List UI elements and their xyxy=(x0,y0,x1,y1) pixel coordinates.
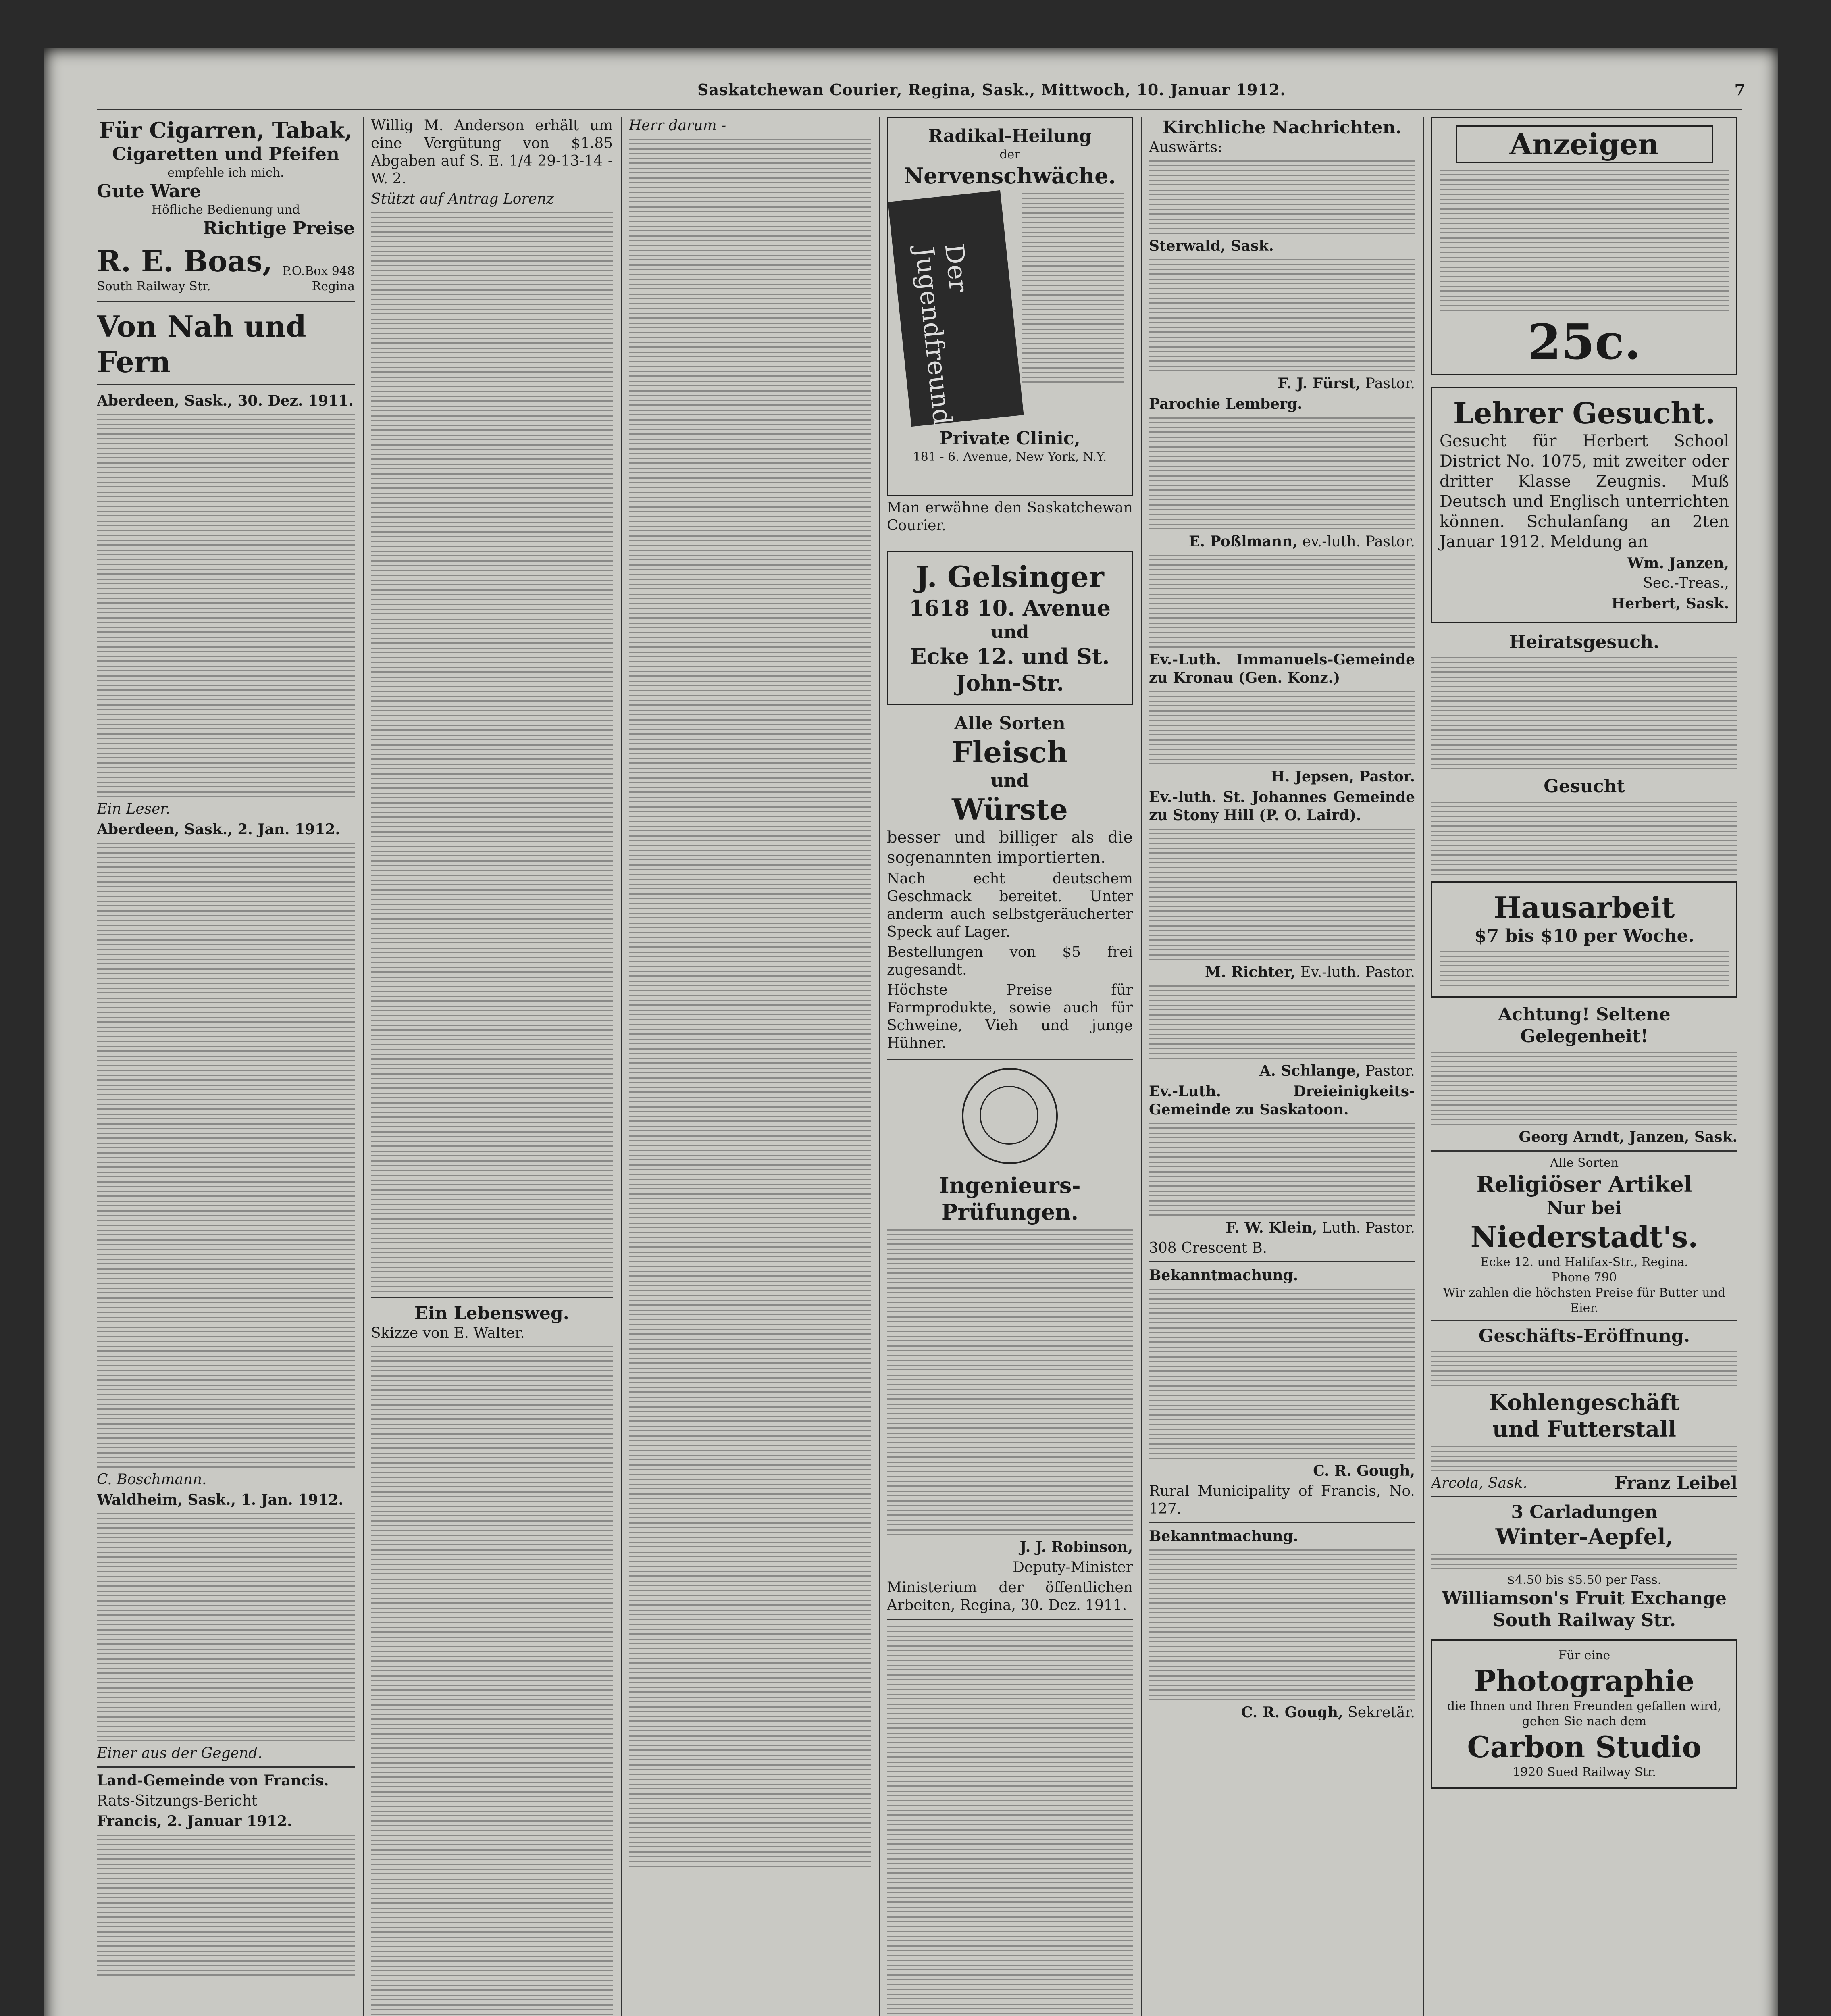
ad-marriage-title: Heiratsgesuch. xyxy=(1509,632,1660,652)
parish-name: Ev.-luth. St. Johannes Gemeinde zu Stony Hill (P. O. Laird). xyxy=(1149,789,1415,824)
divider xyxy=(1149,1522,1415,1523)
ad-teacher-name: Wm. Janzen, xyxy=(1627,555,1729,572)
divider xyxy=(887,1059,1133,1060)
ad-business-headline-2: und Futterstall xyxy=(1492,1416,1676,1442)
ad-teacher-role: Sec.-Treas., xyxy=(1643,575,1729,591)
story-text xyxy=(371,1345,613,2016)
ad-cigars-line: Gute Ware xyxy=(97,181,201,202)
section-title: Von Nah und Fern xyxy=(97,309,306,379)
column-rule xyxy=(1141,117,1142,2016)
ad-rates-title: Anzeigen xyxy=(1456,125,1713,163)
ad-apples-headline: Winter-Aepfel, xyxy=(1495,1524,1673,1549)
ad-religious-sorts: Alle Sorten xyxy=(1550,1156,1619,1170)
ad-meat xyxy=(887,713,1133,1052)
ad-religious-at: Nur bei xyxy=(1546,1198,1622,1218)
header-rule xyxy=(97,109,1742,110)
signature: F. W. Klein, xyxy=(1226,1219,1317,1236)
dateline: Waldheim, Sask., 1. Jan. 1912. xyxy=(97,1491,343,1508)
signature: C. R. Gough, xyxy=(1313,1462,1415,1479)
ad-note: Man erwähne den Saskatchewan Courier. xyxy=(887,500,1133,534)
ad-cigars-line: Cigaretten und Pfeifen xyxy=(112,144,339,165)
column-2 xyxy=(371,117,613,2016)
ad-apples-title: 3 Carladungen xyxy=(1511,1502,1658,1522)
column-1 xyxy=(97,117,355,2016)
parish-name: Sterwald, Sask. xyxy=(1149,237,1274,254)
column-rule xyxy=(621,117,622,2016)
church-news-title: Kirchliche Nachrichten. xyxy=(1162,117,1402,138)
dateline: Aberdeen, Sask., 2. Jan. 1912. xyxy=(97,821,340,838)
column-rule xyxy=(363,117,364,2016)
ad-meat-sorts: Alle Sorten xyxy=(954,713,1065,734)
article-text xyxy=(97,1834,355,1976)
ad-headline: Nervenschwäche. xyxy=(903,163,1116,189)
newspaper-page xyxy=(44,48,1778,2016)
ad-gelsinger-and: und xyxy=(990,622,1029,642)
notice-title: Bekanntmachung. xyxy=(1149,1528,1298,1545)
signature-role: Sekretär. xyxy=(1348,1704,1415,1721)
story-text xyxy=(629,138,871,1867)
notice-signature: J. J. Robinson, xyxy=(1020,1539,1133,1556)
signature: C. R. Gough, xyxy=(1241,1704,1343,1721)
ad-meat-text: Höchste Preise für Farmprodukte, sowie auch für Schweine, Vieh und junge Hühner. xyxy=(887,982,1133,1052)
column-rule xyxy=(1423,117,1424,2016)
ad-rates-box xyxy=(1431,117,1737,375)
article-text xyxy=(371,211,613,1292)
ad-title: Radikal-Heilung xyxy=(928,126,1092,146)
ad-religious-name: Niederstadt's. xyxy=(1470,1220,1698,1254)
signature: F. J. Fürst, xyxy=(1278,375,1361,392)
notice-title: Ingenieurs-Prüfungen. xyxy=(939,1173,1081,1225)
ad-religious-title: Religiöser Artikel xyxy=(1476,1171,1692,1197)
story-title: Ein Lebensweg. xyxy=(414,1303,569,1324)
article-intro: Herr darum - xyxy=(629,117,726,134)
ad-business-opening xyxy=(1431,1325,1737,1492)
ad-photo-name: Carbon Studio xyxy=(1467,1730,1702,1764)
ad-cigars xyxy=(97,117,355,294)
ad-business-headline: Kohlengeschäft xyxy=(1489,1389,1680,1415)
subheading: Rats-Sitzungs-Bericht xyxy=(97,1793,258,1809)
ad-wanted-title: Gesucht xyxy=(1544,776,1625,797)
notice-title: Bekanntmachung. xyxy=(1149,1267,1298,1284)
column-4 xyxy=(887,117,1133,2016)
column-rule xyxy=(879,117,880,2016)
ad-religious xyxy=(1431,1156,1737,1316)
signature: Ein Leser. xyxy=(97,801,171,817)
ad-gelsinger-corner: Ecke 12. und St. John-Str. xyxy=(910,644,1110,696)
running-head xyxy=(697,81,1746,109)
ad-meat-title-2: Würste xyxy=(952,792,1068,827)
ad-teacher-place: Herbert, Sask. xyxy=(1611,595,1729,612)
running-head-text: Saskatchewan Courier, Regina, Sask., Mittwoch, 10. Januar 1912. xyxy=(697,81,1286,99)
church-news-sub: Auswärts: xyxy=(1149,139,1223,156)
ad-photo-title: Photographie xyxy=(1474,1664,1695,1698)
divider xyxy=(97,301,355,302)
ad-business-title: Geschäfts-Eröffnung. xyxy=(1478,1326,1690,1346)
ad-teacher-wanted xyxy=(1431,387,1737,623)
ad-business-sign: Franz Leibel xyxy=(1614,1473,1737,1493)
ad-religious-address: Ecke 12. und Halifax-Str., Regina. xyxy=(1480,1255,1688,1269)
divider xyxy=(1431,1320,1737,1321)
dateline: Aberdeen, Sask., 30. Dez. 1911. xyxy=(97,392,354,409)
ad-business-place: Arcola, Sask. xyxy=(1431,1475,1527,1491)
article-sub: Stützt auf Antrag Lorenz xyxy=(371,191,554,207)
ad-meat-text: besser und billiger als die sogenannten importierten. xyxy=(887,828,1133,867)
story-byline: Skizze von E. Walter. xyxy=(371,1325,525,1341)
signature-role: Pastor. xyxy=(1365,375,1415,392)
signature-address: 308 Crescent B. xyxy=(1149,1240,1267,1256)
ad-opportunity-title: Achtung! Seltene Gelegenheit! xyxy=(1498,1004,1671,1047)
ad-housework-pay: $7 bis $10 per Woche. xyxy=(1474,926,1694,946)
parish-name: Parochie Lemberg. xyxy=(1149,396,1303,412)
ad-cigars-title: Für Cigarren, Tabak, xyxy=(99,117,352,143)
ad-apples-price: $4.50 bis $5.50 per Fass. xyxy=(1507,1573,1662,1587)
parish-name: Ev.-Luth. Dreieinigkeits-Gemeinde zu Saskatoon. xyxy=(1149,1083,1415,1118)
ad-cigars-box: P.O.Box 948 xyxy=(282,264,355,278)
ad-footer-address: 181 - 6. Avenue, New York, N.Y. xyxy=(913,450,1107,464)
signature: C. Boschmann. xyxy=(97,1471,207,1488)
ad-photo-address: 1920 Sued Railway Str. xyxy=(1513,1765,1656,1779)
divider xyxy=(97,1766,355,1768)
ad-gelsinger-address: 1618 10. Avenue xyxy=(909,595,1111,621)
ad-housework xyxy=(1431,881,1737,998)
signature: Einer aus der Gegend. xyxy=(97,1745,262,1762)
ad-meat-and: und xyxy=(990,771,1029,791)
divider xyxy=(371,1297,613,1298)
signature-role: Ev.-luth. Pastor. xyxy=(1300,964,1415,981)
ad-photography xyxy=(1431,1639,1737,1789)
ad-cigars-city: Regina xyxy=(312,279,355,294)
ad-photo-for: Für eine xyxy=(1558,1648,1610,1662)
ad-cigars-line: Höfliche Bedienung und xyxy=(151,203,300,217)
article-text xyxy=(97,413,355,797)
ad-footer: Private Clinic, xyxy=(939,428,1080,449)
ad-meat-title: Fleisch xyxy=(951,735,1068,769)
ad-sub: der xyxy=(999,148,1020,162)
ad-rates-price: 25c. xyxy=(1527,314,1641,371)
signature: M. Richter, xyxy=(1205,964,1296,981)
signature-role: Rural Municipality of Francis, No. 127. xyxy=(1149,1483,1415,1517)
dateline: Francis, 2. Januar 1912. xyxy=(97,1813,292,1830)
article-text xyxy=(97,842,355,1468)
subheading: Land-Gemeinde von Francis. xyxy=(97,1772,329,1789)
signature: H. Jepsen, Pastor. xyxy=(1271,768,1415,785)
divider xyxy=(1149,1261,1415,1262)
ad-religious-line: Wir zahlen die höchsten Preise für Butter und Eier. xyxy=(1443,1286,1726,1315)
ad-religious-phone: Phone 790 xyxy=(1552,1270,1617,1285)
ad-apples xyxy=(1431,1502,1737,1631)
signature-role: Pastor. xyxy=(1365,1063,1415,1079)
story-continuation xyxy=(887,1625,1133,2016)
signature-role: ev.-luth. Pastor. xyxy=(1302,533,1415,550)
ad-cigars-line: Richtige Preise xyxy=(203,218,355,239)
divider xyxy=(1431,1150,1737,1152)
column-3 xyxy=(629,117,871,2016)
ad-gelsinger-name: J. Gelsinger xyxy=(916,560,1104,594)
ad-cigars-line: empfehle ich mich. xyxy=(167,166,284,180)
ad-teacher-title: Lehrer Gesucht. xyxy=(1453,396,1716,430)
ad-apples-company: Williamson's Fruit Exchange xyxy=(1442,1588,1727,1609)
signature: E. Poßlmann, xyxy=(1188,533,1298,550)
notice-place: Ministerium der öffentlichen Arbeiten, Regina, 30. Dez. 1911. xyxy=(887,1579,1133,1614)
column-5 xyxy=(1149,117,1415,2016)
ad-meat-text: Nach echt deutschem Geschmack bereitet. Unter anderm auch selbstgeräucherter Speck auf Lager. xyxy=(887,871,1133,940)
article-text xyxy=(97,1512,355,1741)
ad-gelsinger xyxy=(887,551,1133,705)
divider xyxy=(887,1619,1133,1620)
ad-housework-title: Hausarbeit xyxy=(1494,890,1675,925)
ad-photo-sub: die Ihnen und Ihren Freunden gefallen wird, gehen Sie nach dem xyxy=(1447,1699,1722,1729)
divider xyxy=(97,384,355,385)
ad-meat-text: Bestellungen von $5 frei zugesandt. xyxy=(887,944,1133,978)
ad-cigars-address: South Railway Str. xyxy=(97,279,211,294)
divider xyxy=(1431,1496,1737,1497)
signature-role: Luth. Pastor. xyxy=(1321,1220,1415,1236)
ad-apples-address: South Railway Str. xyxy=(1492,1610,1676,1631)
ad-opportunity-sign: Georg Arndt, Janzen, Sask. xyxy=(1519,1129,1737,1145)
provincial-seal-image xyxy=(962,1068,1058,1164)
ad-radical-cure xyxy=(887,117,1133,496)
ad-teacher-body: Gesucht für Herbert School District No. 1075, mit zweiter oder dritter Klasse Zeugnis. Muß Deutsch und Englisch unterrichten können. Schulanfang an 2ten Januar 1912. Meldung an xyxy=(1440,432,1729,551)
signature: A. Schlange, xyxy=(1259,1062,1361,1079)
parish-name: Ev.-Luth. Immanuels-Gemeinde zu Kronau (Gen. Konz.) xyxy=(1149,651,1415,686)
page-number: 7 xyxy=(1734,81,1746,99)
notice-text xyxy=(887,1229,1133,1535)
book-cover-image xyxy=(888,190,1024,427)
notice-role: Deputy-Minister xyxy=(1013,1559,1133,1576)
book-title: Der Jugendfreund xyxy=(909,242,974,427)
article-intro: Willig M. Anderson erhält um eine Vergütung von $1.85 Abgaben auf S. E. 1/4 29-13-14 - W. 2. xyxy=(371,117,613,187)
column-6 xyxy=(1431,117,1737,2016)
ad-cigars-name: R. E. Boas, xyxy=(97,244,273,278)
